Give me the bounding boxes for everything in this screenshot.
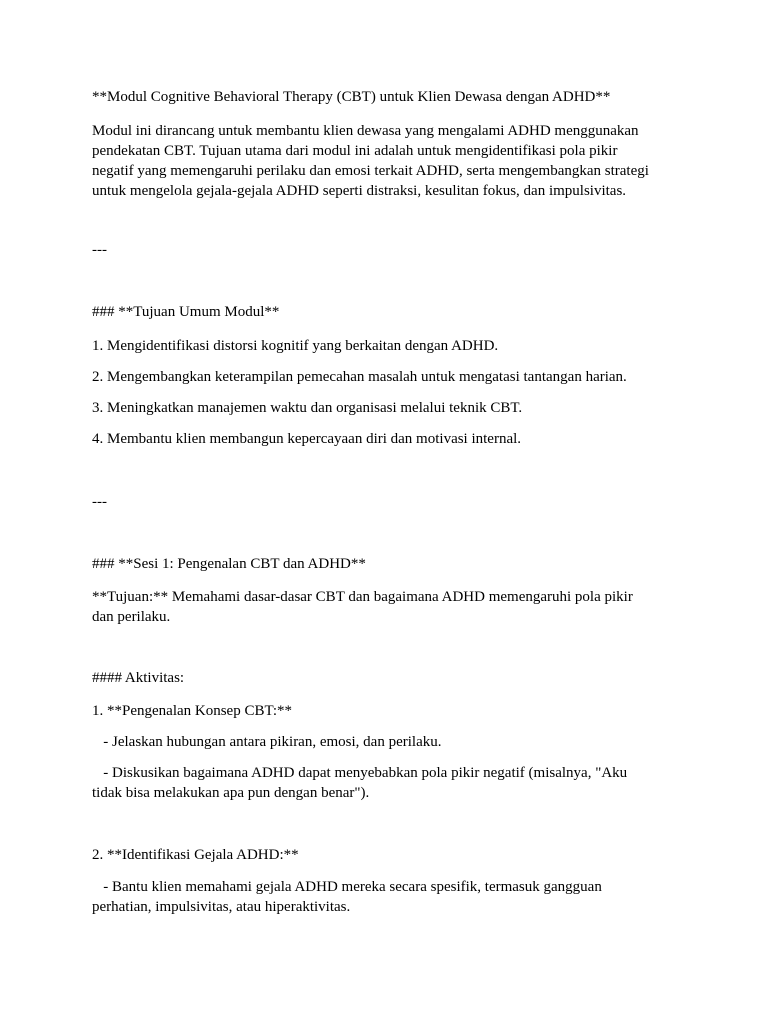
activity-1-bullet-2-line-2: tidak bisa melakukan apa pun dengan benar").	[92, 785, 370, 801]
intro-line-1: Modul ini dirancang untuk membantu klien dewasa yang mengalami ADHD menggunakan	[92, 123, 639, 139]
intro-line-2: pendekatan CBT. Tujuan utama dari modul ini adalah untuk mengidentifikasi pola pikir	[92, 143, 618, 159]
session1-goal-line-2: dan perilaku.	[92, 609, 171, 625]
goal-item-3: 3. Meningkatkan manajemen waktu dan organisasi melalui teknik CBT.	[92, 400, 523, 416]
goal-item-1: 1. Mengidentifikasi distorsi kognitif yang berkaitan dengan ADHD.	[92, 338, 499, 354]
activity-2-title: 2. **Identifikasi Gejala ADHD:**	[92, 847, 299, 863]
intro-line-4: untuk mengelola gejala-gejala ADHD seperti distraksi, kesulitan fokus, dan impulsivitas.	[92, 183, 627, 199]
intro-line-3: negatif yang memengaruhi perilaku dan emosi terkait ADHD, serta mengembangkan strategi	[92, 163, 649, 179]
activity-1-bullet-2-line-1: - Diskusikan bagaimana ADHD dapat menyebabkan pola pikir negatif (misalnya, "Aku	[92, 765, 628, 781]
goals-heading: ### **Tujuan Umum Modul**	[92, 304, 280, 320]
activity-2-bullet-1-line-2: perhatian, impulsivitas, atau hiperaktivitas.	[92, 899, 351, 915]
goal-item-2: 2. Mengembangkan keterampilan pemecahan masalah untuk mengatasi tantangan harian.	[92, 369, 627, 385]
activities-heading: #### Aktivitas:	[92, 670, 185, 686]
activity-2-bullet-1-line-1: - Bantu klien memahami gejala ADHD mereka secara spesifik, termasuk gangguan	[92, 879, 602, 895]
session1-heading: ### **Sesi 1: Pengenalan CBT dan ADHD**	[92, 556, 366, 572]
divider-1: ---	[92, 242, 107, 258]
session1-goal-line-1: **Tujuan:** Memahami dasar-dasar CBT dan bagaimana ADHD memengaruhi pola pikir	[92, 589, 633, 605]
divider-2: ---	[92, 494, 107, 510]
goal-item-4: 4. Membantu klien membangun kepercayaan diri dan motivasi internal.	[92, 431, 522, 447]
document-title: **Modul Cognitive Behavioral Therapy (CBT) untuk Klien Dewasa dengan ADHD**	[92, 89, 611, 105]
activity-1-bullet-1: - Jelaskan hubungan antara pikiran, emosi, dan perilaku.	[92, 734, 442, 750]
activity-1-title: 1. **Pengenalan Konsep CBT:**	[92, 703, 293, 719]
